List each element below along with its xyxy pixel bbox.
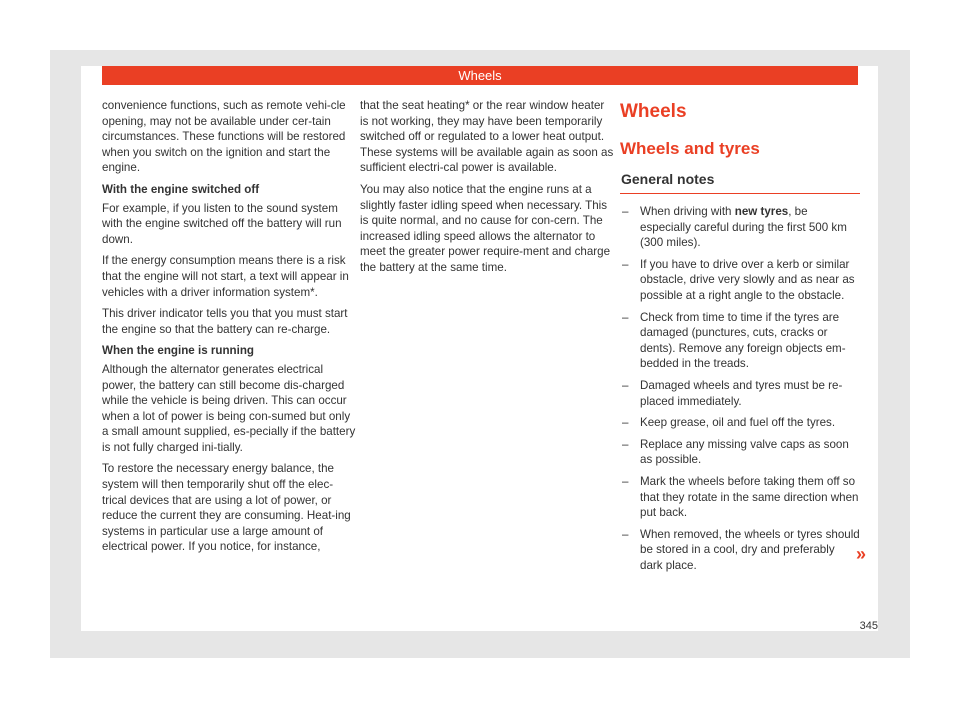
list-item-text: When driving with	[640, 205, 735, 218]
emphasis-new-tyres: new tyres	[734, 205, 789, 218]
list-item	[620, 415, 860, 431]
list-item	[620, 474, 860, 521]
paragraph: Although the alternator generates electrical power, the battery can still become dis-charged while the vehicle is being driven. This can occur when a lot of power is being con-sumed but only a small amount supplied, es-pecially if the battery is not fully charged ini-tially.	[102, 362, 356, 454]
list-item	[620, 257, 860, 304]
text-column-1	[102, 98, 356, 561]
list-item	[620, 378, 860, 409]
dash-bullet: –	[622, 378, 629, 392]
list-item	[620, 527, 860, 574]
notes-list	[620, 204, 860, 573]
list-item-text: Check from time to time if the tyres are damaged (punctures, cuts, cracks or dents). Remove any foreign objects em-bedded in the treads.	[640, 310, 846, 371]
paragraph: To restore the necessary energy balance, the system will then temporarily shut off the elec-trical devices that are using a lot of power, or reduce the current they are consuming. Heat-ing systems in particular use a large amount of electrical power. If you notice, for instance,	[102, 462, 351, 554]
list-item	[620, 310, 860, 372]
list-item-text: Keep grease, oil and fuel off the tyres.	[640, 416, 836, 430]
list-item-text: , be especially careful during the first 500 km (300 miles).	[640, 205, 847, 250]
paragraph: This driver indicator tells you that you must start the engine so that the battery can re-charge.	[102, 307, 348, 336]
list-item	[620, 204, 860, 251]
paragraph: convenience functions, such as remote vehi-cle opening, may not be available under cer-tain circumstances. These functions will be restored when you switch on the ignition and start the engine.	[102, 99, 346, 175]
dash-bullet: –	[622, 474, 629, 488]
continue-icon: »	[856, 544, 867, 564]
subheading-engine-off: With the engine switched off	[102, 182, 260, 196]
list-item-text: If you have to drive over a kerb or similar obstacle, drive very slowly and as near as possible at a right angle to the obstacle.	[640, 257, 855, 302]
dash-bullet: –	[622, 257, 629, 271]
paragraph: If the energy consumption means there is a risk that the engine will not start, a text will appear in vehicles with a driver information system*.	[102, 254, 349, 299]
dash-bullet: –	[622, 416, 629, 430]
list-item-text: Replace any missing valve caps as soon as possible.	[640, 437, 849, 467]
paragraph: that the seat heating* or the rear window heater is not working, they may have been temporarily switched off or regulated to a lower heat output. These systems will be available again as soon as sufficient electri-cal power is available.	[360, 99, 614, 175]
chapter-title: Wheels	[620, 101, 687, 122]
chapter-header: Wheels	[102, 66, 858, 85]
dash-bullet: –	[622, 205, 629, 218]
paragraph: For example, if you listen to the sound system with the engine switched off the battery will run down.	[102, 201, 342, 246]
text-column-2	[360, 98, 614, 282]
list-item-text: Mark the wheels before taking them off so that they rotate in the same direction when put back.	[640, 474, 859, 520]
dash-bullet: –	[622, 310, 629, 324]
subsection-heading: General notes	[620, 170, 860, 194]
list-item-text: When removed, the wheels or tyres should be stored in a cool, dry and preferably dark place.	[640, 527, 860, 572]
paragraph: You may also notice that the engine runs at a slightly faster idling speed when necessary. This is quite normal, and no cause for con-cern. The increased idling speed allows the alternator to meet the greater power require-ment and charge the battery at the same time.	[360, 182, 611, 274]
list-item-text: Damaged wheels and tyres must be re-placed immediately.	[640, 378, 843, 408]
dash-bullet: –	[622, 437, 629, 451]
dash-bullet: –	[622, 527, 629, 541]
text-column-3	[620, 98, 860, 579]
section-title: Wheels and tyres	[620, 139, 760, 158]
page-number: 345	[859, 620, 878, 632]
subheading-engine-running: When the engine is running	[102, 344, 255, 358]
list-item	[620, 437, 860, 468]
